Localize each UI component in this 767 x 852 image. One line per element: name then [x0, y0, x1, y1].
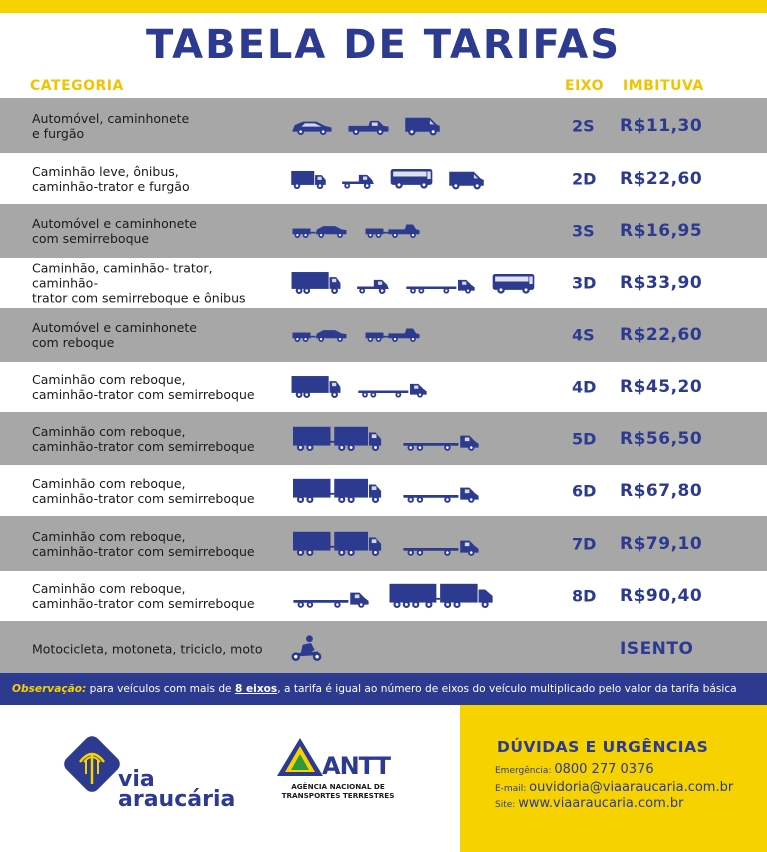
row-category: Automóvel e caminhonete com semirreboque: [32, 216, 197, 246]
table-row: [0, 153, 767, 204]
observation-text-after: , a tarifa é igual ao número de eixos do veículo multiplicado pelo valor da tarifa básica: [277, 683, 737, 695]
row-price: R$16,95: [620, 221, 703, 241]
via-araucaria-logo-text: [118, 767, 236, 812]
row-eixo: 4S: [572, 325, 595, 345]
semitrailer-icon: [398, 537, 484, 559]
bus-icon: [489, 272, 538, 297]
page-title: TABELA DE TARIFAS: [145, 22, 622, 68]
row-eixo: 7D: [572, 534, 597, 553]
emergency-label: Emergência:: [495, 766, 555, 776]
antt-logo-icon: [277, 738, 323, 778]
footer-contact: [460, 705, 767, 852]
semitrailer-icon: [288, 589, 374, 611]
row-icons: [288, 424, 484, 454]
table-row: [0, 465, 767, 516]
bus-icon: [387, 166, 436, 191]
row-icons: [288, 374, 431, 401]
table-row: [0, 98, 767, 153]
table-row: [0, 621, 767, 677]
van-icon: [402, 114, 443, 137]
table-row: [0, 362, 767, 412]
row-category: Caminhão com reboque, caminhão-trator com semirreboque: [32, 581, 255, 611]
observation-text-before: para veículos com mais de: [86, 683, 235, 695]
row-price: R$56,50: [620, 428, 703, 449]
semitrailer-icon: [398, 484, 484, 506]
row-price: R$22,60: [620, 325, 703, 345]
row-eixo: 8D: [572, 586, 597, 606]
semitrailer-icon: [402, 277, 479, 297]
row-category: Caminhão leve, ônibus, caminhão-trator e furgão: [32, 163, 190, 194]
row-icons: [288, 635, 324, 664]
table-row: [0, 516, 767, 571]
row-price: R$33,90: [620, 273, 703, 293]
van-icon: [446, 168, 487, 191]
row-category: Caminhão, caminhão- trator, caminhão- trator com semirreboque e ônibus: [32, 260, 246, 306]
row-price: R$45,20: [620, 377, 703, 397]
light-truck-icon: [288, 168, 329, 191]
pickup-with-trailer-icon: [361, 326, 424, 344]
car-with-trailer-icon: [288, 326, 351, 344]
truck-icon: [288, 270, 344, 297]
row-eixo: 5D: [572, 429, 597, 448]
double-trailer-icon: [384, 581, 500, 611]
row-eixo: 3D: [572, 273, 597, 293]
observation-bar: [0, 673, 767, 705]
car-icon: [288, 117, 335, 137]
table-row: [0, 412, 767, 465]
row-icons: [288, 529, 484, 559]
row-eixo: 4D: [572, 377, 597, 397]
via-logo-line2: araucária: [118, 787, 236, 812]
truck-with-trailer-icon: [288, 424, 388, 454]
truck-with-trailer-icon: [288, 529, 388, 559]
email-label: E-mail:: [495, 784, 530, 794]
row-price: R$11,30: [620, 115, 703, 136]
observation-highlight: 8 eixos: [234, 683, 278, 695]
row-price: R$90,40: [620, 586, 703, 606]
via-logo-line1: via: [118, 767, 155, 792]
contact-title: DÚVIDAS E URGÊNCIAS: [497, 738, 709, 756]
row-category: Caminhão com reboque, caminhão-trator com semirreboque: [32, 372, 255, 402]
header-eixo: EIXO: [565, 78, 604, 94]
car-with-trailer-icon: [288, 222, 351, 240]
semitrailer-icon: [398, 432, 484, 454]
tractor-icon: [354, 277, 392, 297]
site-value[interactable]: www.viaaraucaria.com.br: [518, 796, 684, 811]
antt-logo-word: ANTT: [322, 752, 390, 780]
table-row: [0, 258, 767, 308]
row-icons: [288, 114, 443, 137]
email-value[interactable]: ouvidoria@viaaraucaria.com.br: [529, 780, 734, 795]
tariff-table: [0, 98, 767, 677]
truck-icon: [288, 374, 344, 401]
row-category: Caminhão com reboque, caminhão-trator com semirreboque: [32, 475, 255, 506]
top-stripe: [0, 0, 767, 13]
row-price: ISENTO: [620, 639, 694, 659]
table-row: [0, 308, 767, 362]
row-icons: [288, 270, 538, 297]
row-category: Motocicleta, motoneta, triciclo, moto: [32, 641, 263, 657]
row-price: R$22,60: [620, 168, 703, 189]
row-category: Caminhão com reboque, caminhão-trator com semirreboque: [32, 528, 255, 559]
pickup-icon: [345, 117, 392, 137]
row-icons: [288, 476, 484, 506]
row-icons: [288, 166, 487, 191]
row-icons: [288, 326, 424, 344]
contact-site: [495, 796, 683, 811]
observation-label: Observação:: [12, 683, 87, 695]
header-imbituva: IMBITUVA: [623, 78, 704, 94]
row-eixo: 3S: [572, 221, 595, 241]
row-icons: [288, 222, 424, 240]
row-category: Automóvel e caminhonete com reboque: [32, 320, 197, 350]
contact-emergency: [495, 762, 654, 777]
row-icons: [288, 581, 500, 611]
motorcycle-icon: [288, 635, 324, 664]
header-categoria: CATEGORIA: [30, 78, 124, 94]
antt-logo-subtitle: AGÊNCIA NACIONAL DE TRANSPORTES TERRESTRES: [281, 782, 395, 800]
row-eixo: 2D: [572, 169, 597, 188]
truck-with-trailer-icon: [288, 476, 388, 506]
site-label: Site:: [495, 800, 519, 810]
row-eixo: 6D: [572, 481, 597, 500]
row-category: Caminhão com reboque, caminhão-trator com semirreboque: [32, 423, 255, 454]
pickup-with-trailer-icon: [361, 222, 424, 240]
table-row: [0, 571, 767, 621]
row-price: R$79,10: [620, 533, 703, 554]
emergency-value[interactable]: 0800 277 0376: [554, 762, 654, 777]
row-category: Automóvel, caminhonete e furgão: [32, 110, 190, 141]
row-price: R$67,80: [620, 480, 703, 501]
contact-email: [495, 780, 733, 795]
semitrailer-icon: [354, 381, 431, 401]
tractor-icon: [339, 171, 377, 191]
table-row: [0, 204, 767, 258]
row-eixo: 2S: [572, 116, 595, 135]
